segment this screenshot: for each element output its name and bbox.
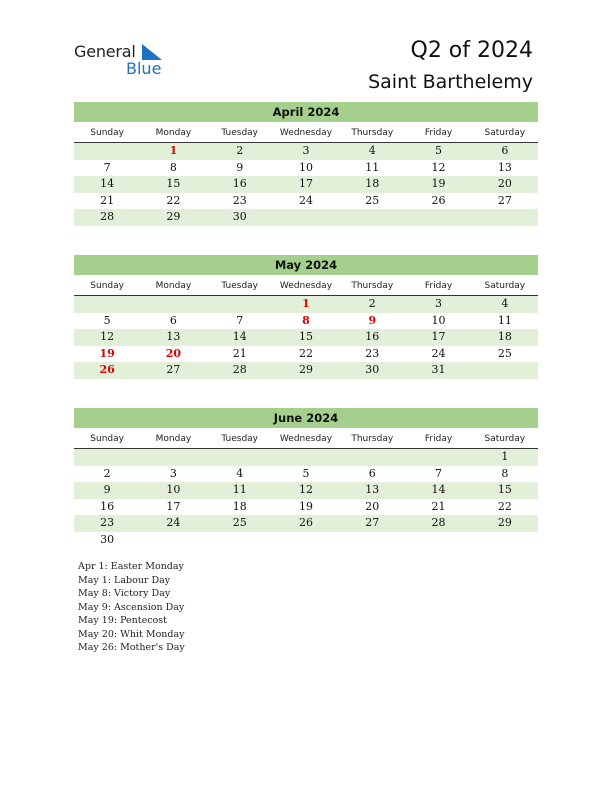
- weekday-label: Tuesday: [221, 128, 259, 138]
- day-cell: 26: [298, 516, 313, 529]
- day-cell: 24: [166, 516, 181, 529]
- day-cell: 6: [368, 466, 376, 480]
- generalblue-logo: [74, 42, 184, 82]
- day-cell: 25: [232, 516, 247, 529]
- day-cell: 16: [100, 499, 115, 513]
- day-cell: 31: [431, 363, 446, 376]
- day-cell: 29: [298, 363, 313, 376]
- weekday-header-row: [74, 125, 538, 143]
- day-cell: 25: [497, 346, 512, 360]
- day-cell: 8: [302, 313, 310, 327]
- day-cell: 8: [169, 160, 177, 174]
- day-cell: [74, 143, 140, 160]
- weekday-header-row: [74, 431, 538, 449]
- day-cell: 10: [166, 483, 181, 496]
- day-cell: 9: [103, 483, 111, 496]
- holiday-item: Apr 1: Easter Monday: [78, 561, 184, 572]
- day-cell: 26: [99, 363, 115, 376]
- day-cell: 3: [302, 144, 310, 157]
- day-cell: 10: [298, 160, 313, 174]
- day-cell: 13: [166, 330, 181, 343]
- holiday-item: May 9: Ascension Day: [78, 601, 185, 613]
- day-cell: 1: [302, 297, 310, 310]
- day-cell: 4: [236, 466, 244, 480]
- day-cell: 16: [365, 330, 380, 343]
- day-cell: 2: [368, 297, 376, 310]
- day-cell: 7: [103, 160, 111, 174]
- day-cell: 17: [431, 330, 446, 343]
- day-cell: [273, 532, 339, 549]
- day-cell: 15: [497, 483, 512, 496]
- day-cell: 18: [365, 177, 380, 190]
- day-cell: 17: [298, 177, 313, 190]
- day-cell: [339, 449, 405, 466]
- day-cell: 23: [100, 516, 115, 529]
- day-cell: [74, 449, 140, 466]
- day-cell: 15: [166, 177, 181, 190]
- day-cell: [405, 532, 471, 549]
- day-cell: 19: [99, 346, 115, 360]
- month-title: May 2024: [74, 255, 538, 275]
- day-cell: 21: [232, 346, 247, 360]
- day-cell: 12: [431, 160, 446, 174]
- day-cell: 13: [365, 483, 380, 496]
- page-title: Q2 of 2024: [410, 38, 533, 63]
- weekday-label: Friday: [424, 281, 453, 291]
- month-april: [74, 102, 538, 226]
- day-cell: 5: [302, 466, 310, 480]
- weekday-label: Monday: [155, 128, 192, 138]
- day-cell: 4: [501, 297, 509, 310]
- week-row: [74, 329, 538, 346]
- day-cell: 10: [431, 313, 446, 327]
- week-row: [74, 209, 538, 226]
- month-title: June 2024: [74, 408, 538, 428]
- day-cell: 27: [365, 516, 380, 529]
- weekday-label: Saturday: [484, 128, 526, 138]
- weekday-label: Wednesday: [279, 434, 333, 444]
- day-cell: 14: [232, 330, 247, 343]
- day-cell: 1: [501, 450, 509, 463]
- day-cell: [140, 449, 206, 466]
- day-cell: 24: [298, 193, 313, 207]
- day-cell: 18: [497, 330, 512, 343]
- day-cell: 19: [298, 499, 313, 513]
- weekday-label: Thursday: [351, 281, 394, 291]
- day-cell: [339, 532, 405, 549]
- holiday-item: May 26: Mother's Day: [78, 642, 185, 653]
- day-cell: 15: [298, 330, 313, 343]
- day-cell: [207, 296, 273, 313]
- day-cell: 7: [435, 466, 443, 480]
- week-row: [74, 466, 538, 483]
- weekday-label: Monday: [155, 281, 192, 291]
- day-cell: 30: [365, 363, 380, 376]
- day-cell: 9: [236, 160, 244, 174]
- weekday-label: Sunday: [90, 128, 124, 138]
- day-cell: [472, 209, 538, 226]
- day-cell: 20: [365, 499, 380, 513]
- day-cell: 4: [368, 144, 376, 157]
- day-cell: [273, 209, 339, 226]
- day-cell: 14: [431, 483, 446, 496]
- day-cell: 5: [435, 144, 443, 157]
- weekday-label: Tuesday: [221, 281, 259, 291]
- day-cell: [140, 532, 206, 549]
- day-cell: [339, 209, 405, 226]
- day-cell: 25: [365, 193, 380, 207]
- week-row: [74, 482, 538, 499]
- day-cell: 22: [166, 193, 181, 207]
- week-row: [74, 362, 538, 379]
- holiday-item: May 19: Pentecost: [78, 615, 167, 626]
- week-row: [74, 193, 538, 210]
- day-cell: [405, 209, 471, 226]
- holiday-item: May 8: Victory Day: [78, 588, 171, 599]
- day-cell: 13: [497, 160, 512, 174]
- day-cell: 2: [236, 144, 244, 157]
- week-row: [74, 160, 538, 177]
- day-cell: 1: [169, 144, 178, 157]
- holiday-list: [78, 560, 185, 655]
- day-cell: [74, 296, 140, 313]
- weekday-header-row: [74, 278, 538, 296]
- day-cell: [140, 296, 206, 313]
- day-cell: 28: [232, 363, 247, 376]
- weekday-label: Tuesday: [221, 434, 259, 444]
- day-cell: 21: [431, 499, 446, 513]
- weekday-label: Friday: [424, 434, 453, 444]
- day-cell: [472, 362, 538, 379]
- day-cell: 12: [298, 483, 313, 496]
- day-cell: [405, 449, 471, 466]
- day-cell: 30: [100, 532, 115, 546]
- day-cell: 22: [497, 499, 512, 513]
- week-row: [74, 346, 538, 363]
- day-cell: 27: [166, 363, 181, 376]
- day-cell: 11: [497, 313, 512, 327]
- logo-triangle-icon: [140, 44, 162, 60]
- day-cell: 21: [100, 193, 115, 207]
- country-name: Saint Barthelemy: [368, 71, 533, 93]
- weekday-label: Wednesday: [279, 128, 333, 138]
- day-cell: 3: [169, 466, 177, 480]
- day-cell: 3: [435, 297, 443, 310]
- day-cell: 2: [103, 466, 111, 480]
- weekday-label: Saturday: [484, 434, 526, 444]
- holiday-item: May 20: Whit Monday: [78, 628, 185, 640]
- day-cell: 12: [100, 330, 115, 343]
- week-row: [74, 532, 538, 549]
- day-cell: 22: [298, 346, 313, 360]
- day-cell: 23: [232, 193, 247, 207]
- week-row: [74, 176, 538, 193]
- day-cell: 18: [232, 499, 247, 513]
- weekday-label: Wednesday: [279, 281, 333, 291]
- week-row: [74, 143, 538, 160]
- day-cell: 24: [431, 346, 446, 360]
- week-row: [74, 449, 538, 466]
- day-cell: 11: [232, 483, 247, 496]
- day-cell: [472, 532, 538, 549]
- day-cell: 23: [365, 346, 380, 360]
- day-cell: [207, 449, 273, 466]
- day-cell: 6: [169, 313, 177, 327]
- day-cell: 28: [100, 210, 115, 223]
- day-cell: 27: [497, 193, 512, 207]
- month-may: [74, 255, 538, 379]
- day-cell: 29: [497, 516, 512, 529]
- logo-text-general: General: [74, 42, 136, 61]
- week-row: [74, 313, 538, 330]
- weekday-label: Thursday: [351, 434, 394, 444]
- logo-text-blue: Blue: [126, 59, 162, 78]
- day-cell: 26: [431, 193, 446, 207]
- day-cell: 30: [232, 210, 247, 223]
- week-row: [74, 515, 538, 532]
- day-cell: 20: [165, 346, 182, 360]
- day-cell: 7: [236, 313, 244, 327]
- day-cell: [207, 532, 273, 549]
- weekday-label: Sunday: [90, 281, 124, 291]
- week-row: [74, 296, 538, 313]
- day-cell: 19: [431, 177, 446, 190]
- day-cell: 8: [501, 466, 509, 480]
- weekday-label: Saturday: [484, 281, 526, 291]
- day-cell: 5: [103, 313, 111, 327]
- day-cell: [273, 449, 339, 466]
- weekday-label: Sunday: [90, 434, 124, 444]
- day-cell: 17: [166, 499, 181, 513]
- month-june: [74, 408, 538, 548]
- day-cell: 14: [100, 177, 115, 190]
- weekday-label: Thursday: [351, 128, 394, 138]
- day-cell: 20: [497, 177, 512, 190]
- day-cell: 11: [365, 160, 380, 174]
- day-cell: 6: [501, 144, 509, 157]
- holiday-item: May 1: Labour Day: [78, 574, 171, 586]
- month-title: April 2024: [74, 102, 538, 122]
- weekday-label: Friday: [424, 128, 453, 138]
- day-cell: 16: [232, 177, 247, 190]
- day-cell: 29: [166, 210, 181, 223]
- week-row: [74, 499, 538, 516]
- day-cell: 9: [368, 313, 377, 327]
- day-cell: 28: [431, 516, 446, 529]
- weekday-label: Monday: [155, 434, 192, 444]
